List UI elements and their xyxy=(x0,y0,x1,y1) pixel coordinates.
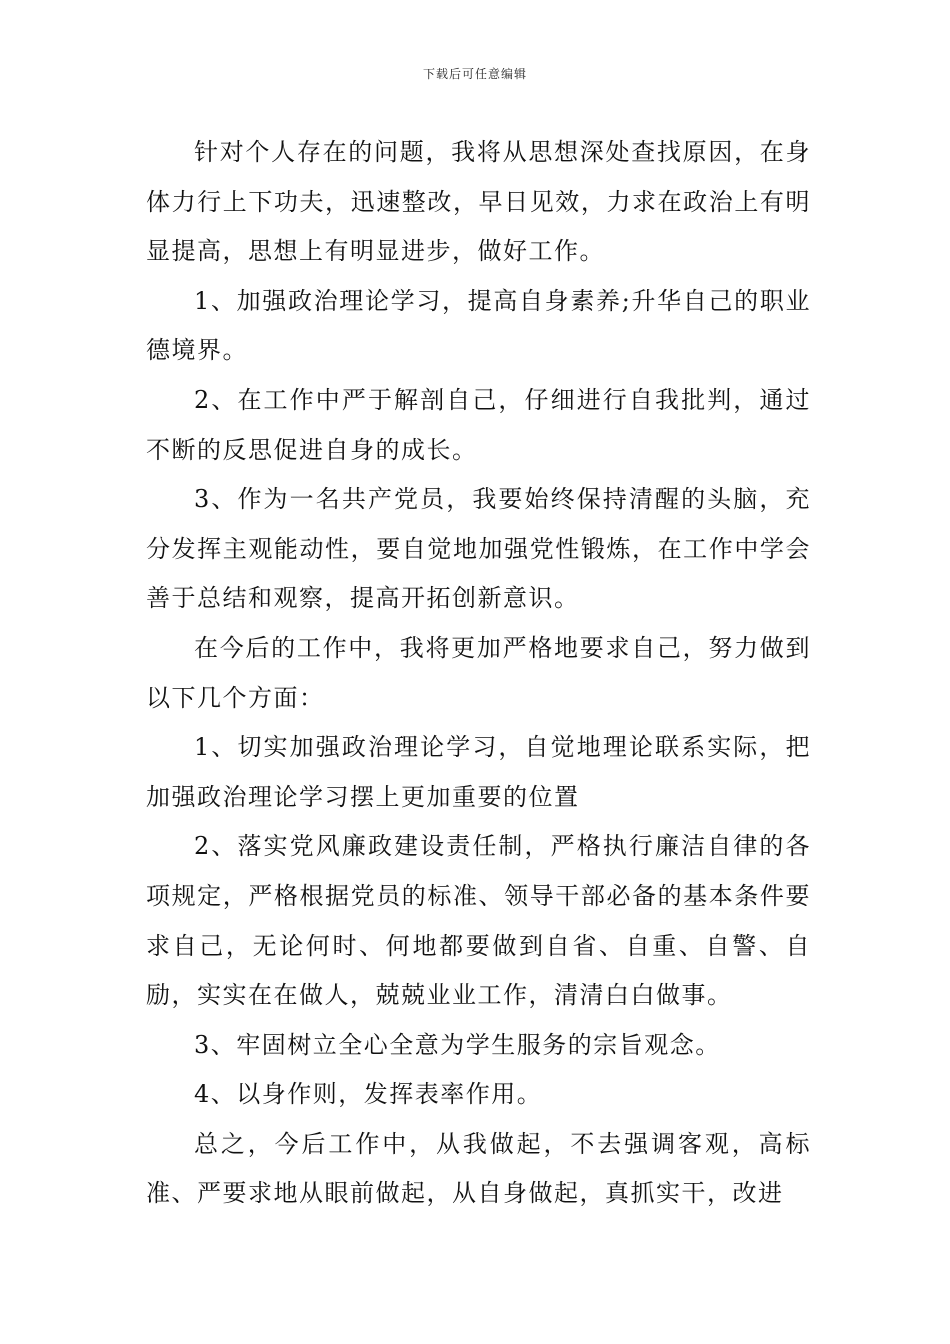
paragraph: 1、切实加强政治理论学习，自觉地理论联系实际，把加强政治理论学习摆上更加重要的位置 xyxy=(146,733,811,811)
paragraph: 2、落实党风廉政建设责任制，严格执行廉洁自律的各项规定，严格根据党员的标准、领导干部必备的基本条件要求自己，无论何时、何地都要做到自省、自重、自警、自励，实实在在做人，兢兢业业工作，清清白白做事。 xyxy=(146,832,811,1010)
paragraph: 2、在工作中严于解剖自己，仔细进行自我批判，通过不断的反思促进自身的成长。 xyxy=(146,385,811,464)
paragraph: 4、以身作则，发挥表率作用。 xyxy=(194,1080,543,1109)
paragraph: 在今后的工作中，我将更加严格地要求自己，努力做到以下几个方面： xyxy=(146,633,811,712)
paragraph: 针对个人存在的问题，我将从思想深处查找原因，在身体力行上下功夫，迅速整改，早日见效，力求在政治上有明显提高，思想上有明显进步，做好工作。 xyxy=(146,138,811,266)
paragraph: 3、牢固树立全心全意为学生服务的宗旨观念。 xyxy=(194,1030,721,1059)
paragraph: 1、加强政治理论学习，提高自身素养;升华自己的职业德境界。 xyxy=(146,286,811,365)
document-body xyxy=(146,128,811,1219)
paragraph: 总之，今后工作中，从我做起，不去强调客观，高标准、严要求地从眼前做起，从自身做起，真抓实干，改进 xyxy=(146,1129,811,1208)
page-header: 下载后可任意编辑 xyxy=(422,67,527,81)
paragraph: 3、作为一名共产党员，我要始终保持清醒的头脑，充分发挥主观能动性，要自觉地加强党性锻炼，在工作中学会善于总结和观察，提高开拓创新意识。 xyxy=(146,485,811,613)
